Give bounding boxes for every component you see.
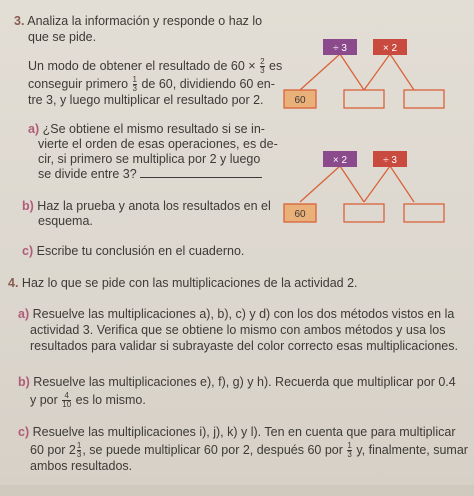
q4-c-line2 (30, 442, 468, 459)
q3-number: 3. (14, 14, 25, 28)
op-label: × 2 (332, 155, 348, 166)
q3-para-l2-post: de 60, dividiendo 60 en- (141, 76, 275, 91)
q3-b-text: Haz la prueba y anota los resultados en el (37, 199, 271, 213)
frac-den: 3 (76, 450, 82, 459)
op-label: ÷ 3 (333, 43, 347, 54)
page-bottom-edge (0, 485, 474, 496)
q3-intro-line1 (14, 14, 262, 29)
frac-den: 10 (62, 400, 72, 409)
arrow-line (364, 54, 390, 90)
q3-a-line3: cir, si primero se multiplica por 2 y luego (38, 152, 261, 166)
q4-c-label: c) (18, 425, 30, 439)
q3-para-post: es (269, 58, 283, 73)
q3-b-label: b) (22, 199, 34, 213)
operation-diagram-1 (280, 36, 450, 112)
arrow-line (300, 54, 340, 90)
q4-b-line2 (30, 392, 146, 409)
q3-a-text: ¿Se obtiene el mismo resultado si se in- (42, 122, 265, 136)
fraction-one-third (347, 442, 351, 459)
answer-blank[interactable] (140, 167, 262, 178)
frac-den: 3 (260, 66, 265, 75)
q3-a-question: se divide entre 3? (38, 167, 137, 181)
frac-num: 2 (260, 57, 265, 66)
start-value: 60 (294, 209, 306, 220)
fraction-four-tenths (62, 392, 71, 409)
answer-box[interactable] (344, 204, 384, 222)
q3-para-pre: Un modo de obtener el resultado de 60 × (28, 58, 256, 73)
fraction-one-third (133, 76, 137, 93)
q4-a-line3: resultados para validar si subrayaste del color correcto esas multiplicaciones. (30, 339, 458, 353)
operation-diagram-2 (280, 148, 450, 224)
frac-den: 3 (132, 84, 137, 93)
frac-num: 1 (132, 75, 137, 84)
q3-c-line (22, 244, 244, 259)
arrow-line (340, 166, 364, 202)
q4-c-post: y, finalmente, sumar (356, 442, 468, 457)
arrow-line (340, 54, 364, 90)
q4-c-mid: , se puede multiplicar 60 por 2, después 60 por (82, 442, 343, 457)
q4-b-pre: y por (30, 392, 58, 407)
q4-b-text: Resuelve las multiplicaciones e), f), g) y h). Recuerda que multiplicar por 0.4 (33, 375, 456, 389)
q3-c-label: c) (22, 244, 34, 258)
q4-a-line2: actividad 3. Verifica que se obtiene lo mismo con ambos métodos y usa los (30, 323, 446, 337)
q3-para-line3: tre 3, y luego multiplicar el resultado por 2. (28, 93, 264, 107)
q4-title: Haz lo que se pide con las multiplicaciones de la actividad 2. (21, 276, 358, 290)
q4-number: 4. (8, 276, 19, 290)
q4-c-text: Resuelve las multiplicaciones i), j), k) y l). Ten en cuenta que para multiplicar (32, 425, 456, 439)
q3-a-line2: vierte el orden de esas operaciones, es de- (38, 137, 278, 151)
answer-box[interactable] (404, 90, 444, 108)
q3-a-line1 (28, 122, 265, 137)
arrow-line (390, 54, 414, 90)
frac-num: 1 (347, 441, 352, 450)
q3-para-line1 (28, 58, 282, 75)
q4-title-line (8, 276, 358, 291)
q3-b-line2: esquema. (38, 214, 93, 228)
q3-intro-text: Analiza la información y responde o haz lo (27, 14, 263, 28)
frac-den: 3 (347, 450, 352, 459)
arrow-line (390, 166, 414, 202)
start-value: 60 (294, 95, 306, 106)
q4-a-text: Resuelve las multiplicaciones a), b), c) y d) con los dos métodos vistos en la (32, 307, 455, 321)
q3-para-line2 (28, 76, 275, 93)
arrow-line (300, 166, 340, 202)
q3-a-line4 (38, 167, 262, 182)
op-label: ÷ 3 (383, 155, 397, 166)
q4-a-label: a) (18, 307, 30, 321)
q4-c-line3: ambos resultados. (30, 459, 133, 473)
q3-b-line1 (22, 199, 271, 214)
answer-box[interactable] (404, 204, 444, 222)
answer-box[interactable] (344, 90, 384, 108)
q3-para-l2-pre: conseguir primero (28, 76, 129, 91)
frac-num: 4 (62, 392, 71, 401)
q3-c-text: Escribe tu conclusión en el cuaderno. (36, 244, 245, 258)
q4-c-pre: 60 por 2 (30, 442, 76, 457)
fraction-two-thirds (260, 58, 264, 75)
q3-a-label: a) (28, 122, 40, 136)
frac-num: 1 (76, 441, 82, 450)
q4-c-line1 (18, 425, 455, 440)
q3-intro-line2: que se pide. (28, 30, 97, 44)
q4-b-line1 (18, 375, 456, 390)
q4-b-label: b) (18, 375, 30, 389)
q4-b-post: es lo mismo. (75, 392, 146, 407)
op-label: × 2 (382, 43, 398, 54)
arrow-line (364, 166, 390, 202)
fraction-one-third (77, 442, 81, 459)
q4-a-line1 (18, 307, 454, 322)
